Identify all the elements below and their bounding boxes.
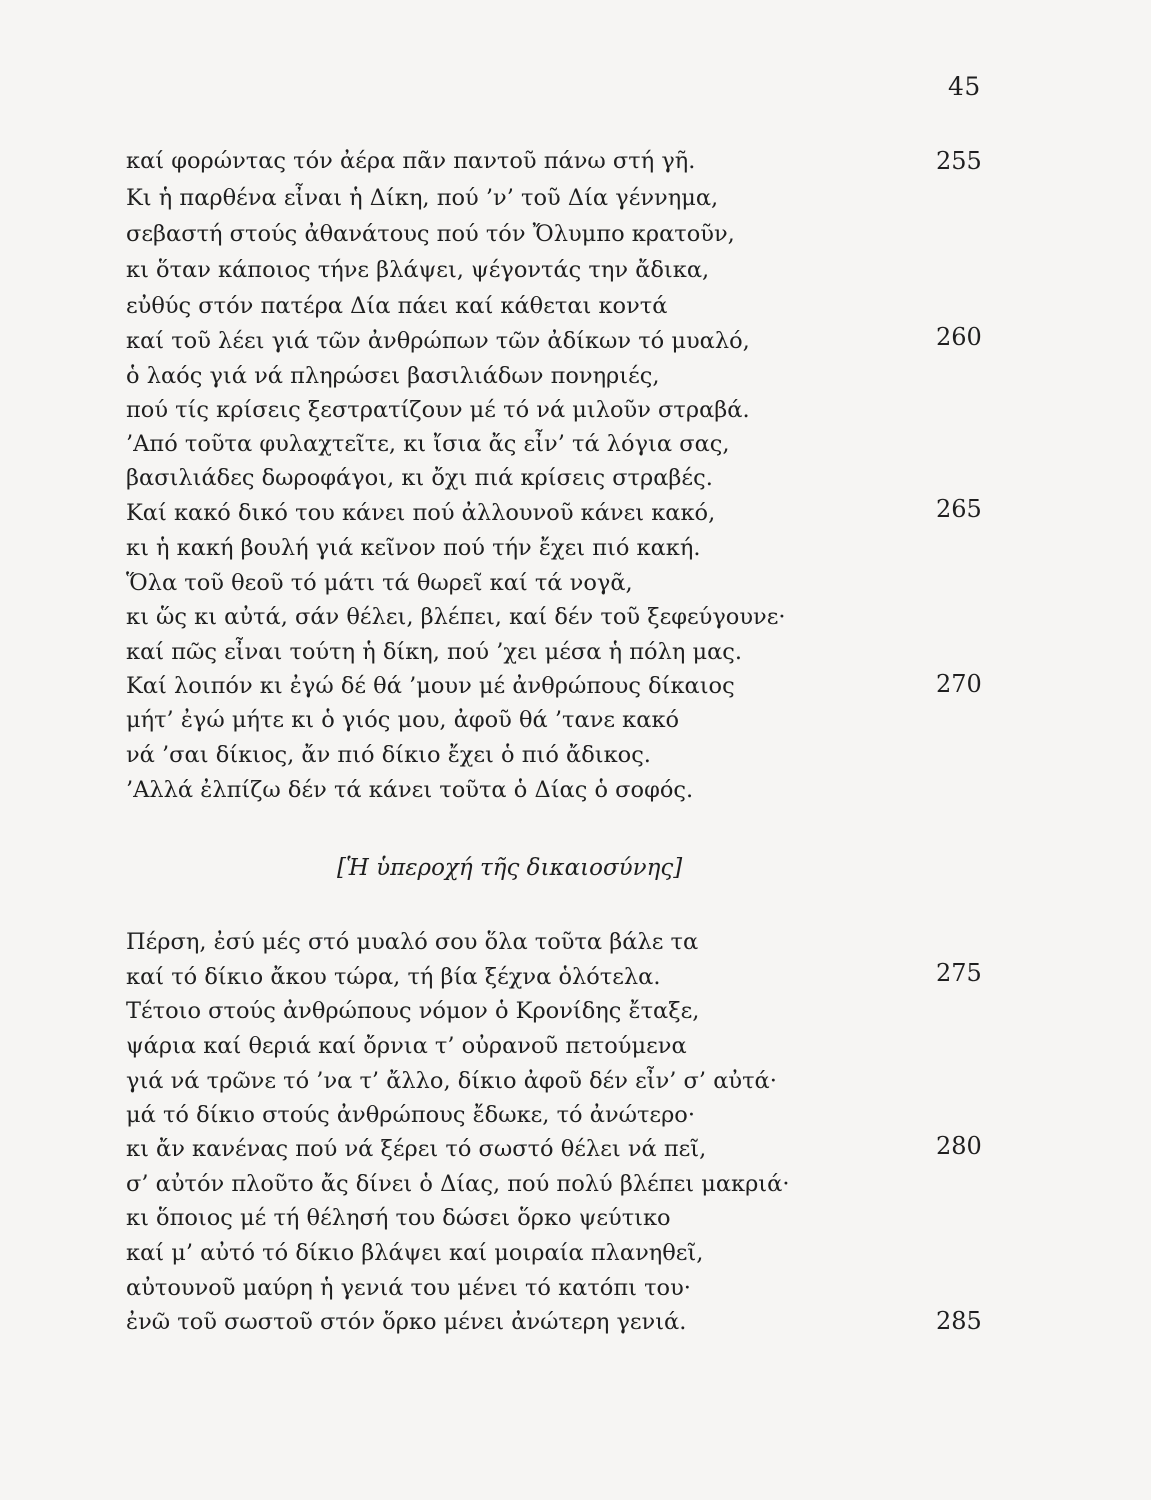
verse-line: ὁ λαός γιά νά πληρώσει βασιλιάδων πονηριές, — [126, 363, 660, 389]
verse-line: καί μ’ αὐτό τό δίκιο βλάψει καί μοιραία πλανηθεῖ, — [126, 1240, 704, 1266]
verse-line: Καί κακό δικό του κάνει πού ἀλλουνοῦ κάνει κακό, — [126, 500, 716, 526]
verse-line: Πέρση, ἐσύ μές στό μυαλό σου ὅλα τοῦτα βάλε τα — [126, 929, 699, 955]
verse-line: καί τοῦ λέει γιά τῶν ἀνθρώπων τῶν ἀδίκων τό μυαλό, — [126, 328, 750, 354]
verse-line: Καί λοιπόν κι ἐγώ δέ θά ’μουν μέ ἀνθρώπους δίκαιος — [126, 673, 735, 699]
verse-line: κι ὥς κι αὐτά, σάν θέλει, βλέπει, καί δέν τοῦ ξεφεύγουνε· — [126, 604, 786, 630]
line-number: 275 — [936, 959, 982, 987]
verse-line: ψάρια καί θεριά καί ὄρνια τ’ οὐρανοῦ πετούμενα — [126, 1033, 687, 1059]
line-number: 280 — [936, 1132, 982, 1160]
page-number: 45 — [948, 72, 981, 101]
verse-line: κι ἄν κανένας πού νά ξέρει τό σωστό θέλει νά πεῖ, — [126, 1136, 707, 1162]
verse-line: γιά νά τρῶνε τό ’να τ’ ἄλλο, δίκιο ἀφοῦ δέν εἶν’ σ’ αὐτά· — [126, 1068, 777, 1094]
verse-line: ’Αλλά ἐλπίζω δέν τά κάνει τοῦτα ὁ Δίας ὁ σοφός. — [126, 777, 694, 803]
verse-line: καί τό δίκιο ἄκου τώρα, τή βία ξέχνα ὁλότελα. — [126, 964, 661, 990]
verse-line: κι ὅποιος μέ τή θέλησή του δώσει ὅρκο ψεύτικο — [126, 1205, 671, 1231]
line-number: 265 — [936, 495, 982, 523]
line-number: 255 — [936, 147, 982, 175]
verse-line: ’Από τοῦτα φυλαχτεῖτε, κι ἴσια ἄς εἶν’ τά λόγια σας, — [126, 431, 730, 457]
verse-line: πού τίς κρίσεις ξεστρατίζουν μέ τό νά μιλοῦν στραβά. — [126, 397, 750, 423]
verse-line: μά τό δίκιο στούς ἀνθρώπους ἔδωκε, τό ἀνώτερο· — [126, 1102, 695, 1128]
verse-line: κι ὅταν κάποιος τήνε βλάψει, ψέγοντάς την ἄδικα, — [126, 257, 710, 283]
verse-line: καί φορώντας τόν ἀέρα πᾶν παντοῦ πάνω στή γῆ. — [126, 148, 696, 174]
verse-line: σεβαστή στούς ἀθανάτους πού τόν Ὄλυμπο κρατοῦν, — [126, 221, 735, 247]
verse-line: μήτ’ ἐγώ μήτε κι ὁ γιός μου, ἀφοῦ θά ’τανε κακό — [126, 707, 680, 733]
verse-line: Ὅλα τοῦ θεοῦ τό μάτι τά θωρεῖ καί τά νογᾶ, — [126, 570, 633, 596]
verse-line: εὐθύς στόν πατέρα Δία πάει καί κάθεται κοντά — [126, 293, 668, 319]
verse-line: Τέτοιο στούς ἀνθρώπους νόμον ὁ Κρονίδης ἔταξε, — [126, 998, 700, 1024]
verse-line: κι ἡ κακή βουλή γιά κεῖνον πού τήν ἔχει πιό κακή. — [126, 535, 701, 561]
verse-line: νά ’σαι δίκιος, ἄν πιό δίκιο ἔχει ὁ πιό ἄδικος. — [126, 742, 651, 768]
verse-line: βασιλιάδες δωροφάγοι, κι ὄχι πιά κρίσεις στραβές. — [126, 465, 713, 491]
section-heading: [Ἡ ὑπεροχή τῆς δικαιοσύνης] — [337, 855, 683, 881]
verse-line: Κι ἡ παρθένα εἶναι ἡ Δίκη, πού ’ν’ τοῦ Δία γέννημα, — [126, 185, 719, 211]
verse-line: σ’ αὐτόν πλοῦτο ἄς δίνει ὁ Δίας, πού πολύ βλέπει μακριά· — [126, 1171, 790, 1197]
line-number: 285 — [936, 1307, 982, 1335]
line-number: 260 — [936, 323, 982, 351]
verse-line: ἐνῶ τοῦ σωστοῦ στόν ὅρκο μένει ἀνώτερη γενιά. — [126, 1309, 687, 1335]
line-number: 270 — [936, 670, 982, 698]
verse-line: αὐτουνοῦ μαύρη ἡ γενιά του μένει τό κατόπι του· — [126, 1275, 691, 1301]
verse-line: καί πῶς εἶναι τούτη ἡ δίκη, πού ’χει μέσα ἡ πόλη μας. — [126, 639, 743, 665]
